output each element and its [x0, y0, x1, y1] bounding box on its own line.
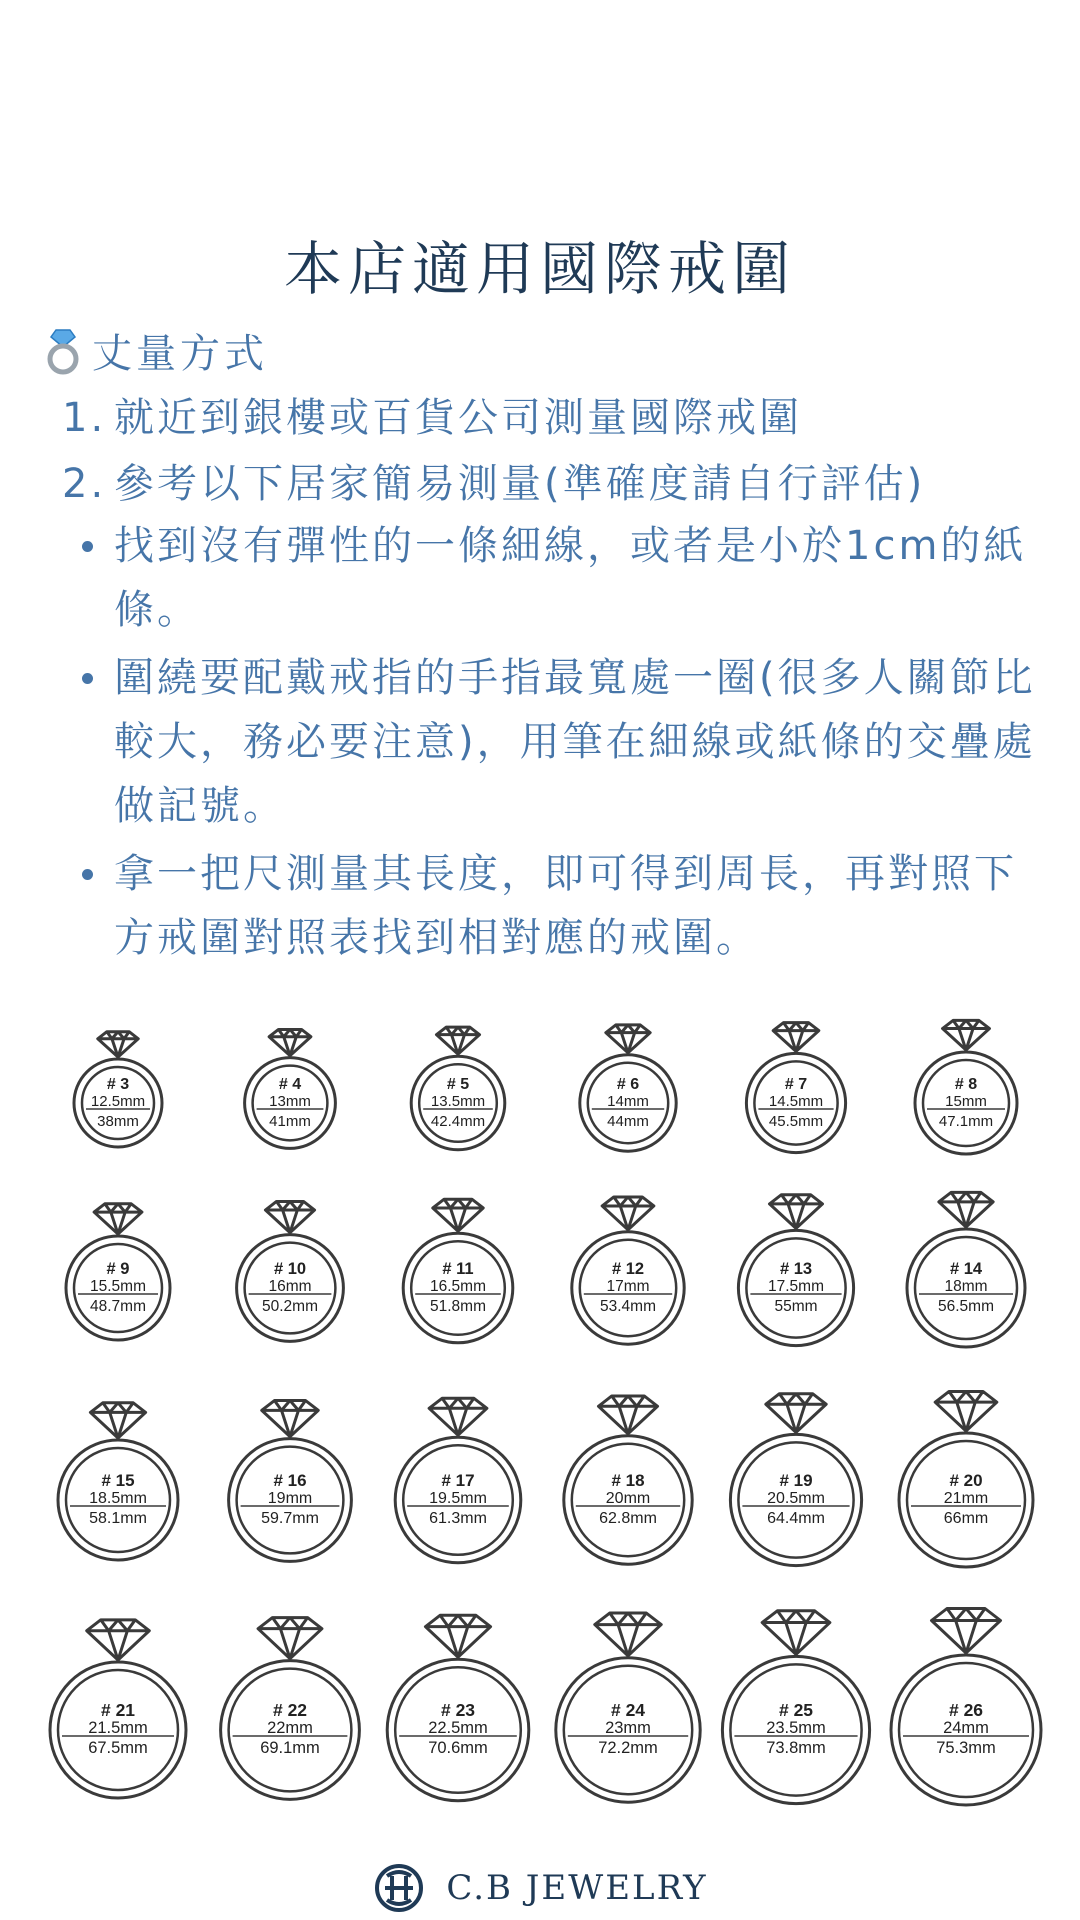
- step-item: [62, 451, 1052, 517]
- ring-diameter-label: 19mm: [267, 1490, 313, 1507]
- ring-circumference-label: 55mm: [774, 1298, 818, 1315]
- section-heading-text: 丈量方式: [92, 331, 268, 377]
- ring-circumference-label: 41mm: [269, 1113, 311, 1130]
- diamond-icon: [87, 1620, 150, 1660]
- diamond-icon: [595, 1613, 661, 1656]
- section-heading: [42, 322, 268, 379]
- diamond-icon: [932, 1609, 1001, 1654]
- ring-circumference-label: 38mm: [97, 1113, 139, 1130]
- ring-diameter-label: 16mm: [268, 1278, 312, 1295]
- ring-size-label: # 14: [949, 1260, 983, 1278]
- ring-size-label: # 3: [106, 1076, 130, 1093]
- ring-size-item: [746, 1023, 845, 1153]
- numbered-steps: [62, 385, 1052, 517]
- ring-size-item: [722, 1611, 869, 1804]
- ring-size-label: # 22: [272, 1700, 308, 1720]
- ring-diameter-label: 16.5mm: [430, 1278, 486, 1295]
- bullet-item: 圍繞要配戴戒指的手指最寬處一圈(很多人關節比較大，務必要注意)，用筆在細線或紙條的交疊處做記號。: [80, 646, 1040, 838]
- ring-size-item: [564, 1396, 692, 1564]
- ring-size-label: # 20: [949, 1471, 983, 1490]
- diamond-icon: [265, 1201, 314, 1232]
- ring-diameter-label: 22.5mm: [428, 1719, 488, 1737]
- ring-size-chart: [0, 995, 1080, 1815]
- ring-diameter-label: 22mm: [267, 1719, 313, 1737]
- ring-diameter-label: 21.5mm: [88, 1719, 148, 1737]
- ring-diameter-label: 19.5mm: [429, 1490, 487, 1507]
- ring-circumference-label: 58.1mm: [89, 1510, 147, 1527]
- diamond-icon: [429, 1398, 487, 1435]
- ring-size-item: [730, 1394, 861, 1566]
- ring-circumference-label: 47.1mm: [938, 1113, 994, 1130]
- ring-diameter-label: 20mm: [605, 1490, 651, 1507]
- diamond-icon: [943, 1020, 990, 1050]
- ring-circumference-label: 45.5mm: [768, 1113, 824, 1130]
- diamond-icon: [602, 1197, 654, 1230]
- ring-diameter-label: 23mm: [605, 1719, 651, 1737]
- diamond-icon: [598, 1396, 657, 1434]
- diamond-icon: [425, 1615, 490, 1657]
- ring-circumference-label: 50.2mm: [262, 1298, 318, 1315]
- ring-size-label: # 16: [273, 1471, 307, 1490]
- ring-circumference-label: 51.8mm: [430, 1298, 486, 1315]
- ring-size-item: [229, 1401, 352, 1562]
- ring-circumference-label: 62.8mm: [599, 1510, 657, 1527]
- ring-size-item: [403, 1199, 513, 1343]
- diamond-icon: [770, 1195, 823, 1229]
- ring-circumference-label: 59.7mm: [261, 1510, 319, 1527]
- step-item: [62, 385, 1052, 451]
- ring-size-item: [572, 1197, 684, 1344]
- ring-icon: [42, 327, 84, 375]
- ring-circumference-label: 67.5mm: [88, 1739, 148, 1757]
- instruction-bullets: [80, 514, 1040, 974]
- ring-circumference-label: 61.3mm: [429, 1510, 487, 1527]
- ring-diameter-label: 15mm: [945, 1093, 987, 1110]
- ring-diameter-label: 17.5mm: [768, 1278, 824, 1295]
- ring-circumference-label: 75.3mm: [936, 1739, 996, 1757]
- ring-circumference-label: 42.4mm: [430, 1113, 486, 1130]
- ring-size-item: [556, 1613, 700, 1802]
- step-number: 1.: [62, 395, 107, 441]
- ring-size-label: # 4: [278, 1076, 302, 1093]
- footer: [0, 1860, 1080, 1916]
- diamond-icon: [935, 1391, 997, 1431]
- ring-size-item: [74, 1032, 162, 1147]
- ring-diameter-label: 17mm: [606, 1278, 650, 1295]
- ring-size-label: # 17: [441, 1471, 475, 1490]
- ring-size-item: [387, 1615, 529, 1800]
- brand-name: C.B JEWELRY: [446, 1868, 708, 1908]
- ring-diameter-label: 14.5mm: [768, 1093, 824, 1110]
- ring-circumference-label: 56.5mm: [938, 1298, 994, 1315]
- diamond-icon: [606, 1025, 650, 1053]
- ring-size-label: # 18: [611, 1471, 645, 1490]
- ring-diameter-label: 24mm: [943, 1719, 989, 1737]
- ring-diameter-label: 23.5mm: [766, 1719, 826, 1737]
- ring-size-item: [395, 1398, 521, 1563]
- ring-circumference-label: 69.1mm: [260, 1739, 320, 1757]
- ring-size-label: # 7: [784, 1076, 808, 1093]
- diamond-icon: [773, 1023, 819, 1052]
- ring-circumference-label: 73.8mm: [766, 1739, 826, 1757]
- ring-size-item: [899, 1391, 1033, 1567]
- ring-size-label: # 15: [101, 1471, 135, 1490]
- ring-diameter-label: 18.5mm: [89, 1490, 147, 1507]
- step-text: 就近到銀樓或百貨公司測量國際戒圍: [114, 395, 802, 441]
- diamond-icon: [258, 1618, 322, 1659]
- ring-circumference-label: 64.4mm: [767, 1510, 825, 1527]
- diamond-icon: [762, 1611, 830, 1655]
- step-number: 2.: [62, 461, 107, 507]
- ring-size-label: # 26: [948, 1700, 984, 1720]
- ring-size-item: [50, 1620, 186, 1798]
- brand-logo-icon: [372, 1863, 426, 1913]
- ring-diameter-label: 21mm: [943, 1490, 989, 1507]
- ring-size-item: [221, 1618, 360, 1800]
- page-title: 本店適用國際戒圍: [283, 235, 796, 303]
- ring-diameter-label: 12.5mm: [90, 1093, 146, 1110]
- ring-size-item: [237, 1201, 344, 1341]
- ring-size-item: [915, 1020, 1017, 1154]
- ring-circumference-label: 48.7mm: [90, 1298, 146, 1315]
- ring-size-item: [58, 1403, 178, 1560]
- ring-size-label: # 9: [106, 1260, 130, 1278]
- ring-size-item: [245, 1029, 336, 1148]
- ring-size-label: # 19: [779, 1471, 813, 1490]
- ring-size-item: [66, 1204, 170, 1340]
- ring-size-label: # 12: [611, 1260, 645, 1278]
- ring-size-label: # 6: [616, 1076, 640, 1093]
- diamond-icon: [94, 1204, 142, 1234]
- diamond-icon: [766, 1394, 826, 1433]
- ring-size-label: # 21: [100, 1700, 136, 1720]
- ring-size-label: # 8: [954, 1076, 978, 1093]
- ring-diameter-label: 20.5mm: [767, 1490, 825, 1507]
- diamond-icon: [939, 1192, 993, 1227]
- ring-circumference-label: 72.2mm: [598, 1739, 658, 1757]
- ring-size-label: # 5: [446, 1076, 470, 1093]
- ring-size-label: # 11: [442, 1260, 474, 1278]
- ring-diameter-label: 13mm: [269, 1093, 311, 1110]
- diamond-icon: [90, 1403, 145, 1438]
- ring-size-label: # 13: [779, 1260, 813, 1278]
- ring-size-item: [738, 1195, 853, 1346]
- diamond-icon: [269, 1029, 311, 1055]
- ring-size-label: # 23: [440, 1700, 476, 1720]
- ring-size-label: # 10: [273, 1260, 307, 1278]
- diamond-icon: [433, 1199, 483, 1231]
- ring-diameter-label: 13.5mm: [430, 1093, 486, 1110]
- ring-diameter-label: 14mm: [607, 1093, 649, 1110]
- ring-size-item: [891, 1609, 1041, 1806]
- ring-circumference-label: 66mm: [943, 1510, 989, 1527]
- diamond-icon: [262, 1401, 318, 1437]
- diamond-icon: [98, 1032, 138, 1057]
- bullet-item: 拿一把尺測量其長度，即可得到周長，再對照下方戒圍對照表找到相對應的戒圍。: [80, 842, 1040, 970]
- ring-circumference-label: 70.6mm: [428, 1739, 488, 1757]
- bullet-item: 找到沒有彈性的一條細線，或者是小於1cm的紙條。: [80, 514, 1040, 642]
- ring-circumference-label: 44mm: [607, 1113, 649, 1130]
- ring-size-label: # 24: [610, 1700, 646, 1720]
- diamond-icon: [436, 1027, 479, 1054]
- ring-size-item: [411, 1027, 505, 1150]
- step-text: 參考以下居家簡易測量(準確度請自行評估): [114, 461, 926, 507]
- ring-diameter-label: 15.5mm: [90, 1278, 146, 1295]
- ring-diameter-label: 18mm: [944, 1278, 988, 1295]
- ring-size-label: # 25: [778, 1700, 814, 1720]
- ring-circumference-label: 53.4mm: [600, 1298, 656, 1315]
- ring-size-item: [907, 1192, 1025, 1347]
- ring-size-item: [580, 1025, 676, 1151]
